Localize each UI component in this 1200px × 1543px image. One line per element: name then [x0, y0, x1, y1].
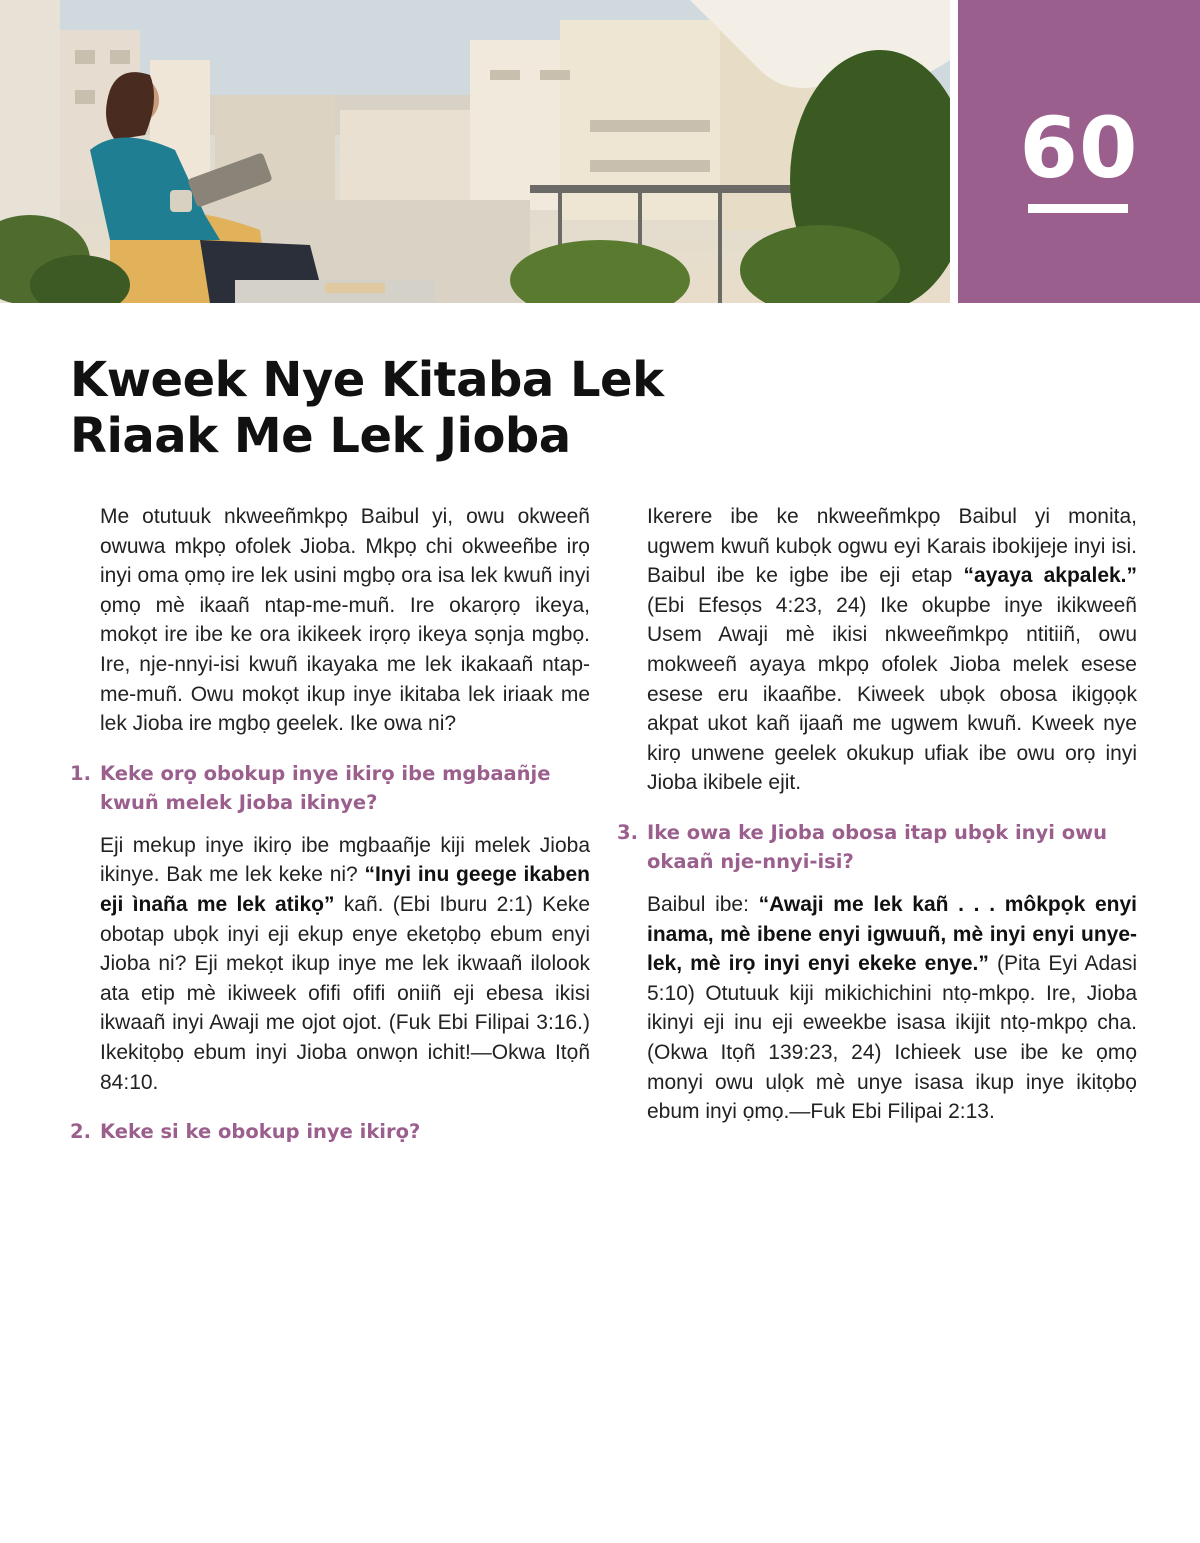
answer-3-paragraph — [647, 890, 1137, 1127]
question-2-text: Keke si ke obokup inye ikirọ? — [100, 1120, 421, 1144]
answer-1-paragraph — [100, 831, 590, 1097]
balcony-scene-image — [0, 0, 950, 303]
title-line-2: Riaak Me Lek Jioba — [70, 408, 571, 464]
question-1-text: Keke orọ obokup inye ikirọ ibe mgbaañje kwuñ melek Jioba ikinye? — [100, 761, 551, 814]
answer-1-text-a: Eji mekup inye ikirọ ibe mgbaañje kiji melek Jioba ikinye. Bak me lek keke ni? — [100, 833, 590, 887]
answer-3-text-b: (Pita Eyi Adasi 5:10) Otutuuk kiji mikichichini ntọ-mkpọ. Ire, Jioba ikinyi eji inu eji eweekbe isasa ikijit ntọ-mkpọ cha. (Okwa Itọñ 139:23, 24) Ichieek use ibe ke ọmọ monyi owu ulọk mè unye isasa ikup inye ikitọbọ ebum inyi ọmọ.—Fuk Ebi Filipai 2:13. — [647, 952, 1138, 1124]
title-line-1: Kweek Nye Kitaba Lek — [70, 352, 664, 408]
answer-2-text-b: (Ebi Efesọs 4:23, 24) Ike okupbe inye ikikweeñ Usem Awaji mè ikisi nkweeñmkpọ ntitiiñ, owu mokweeñ ayaya mkpọ ofolek Jioba melek esese esese eru ikaañbe. Kiweek ubọk obosa ikigọọk akpat ukot kañ ijaañ me ugwem kwuñ. Kweek nye kirọ unwene geelek okukup ufiak ibe owu orọ inyi Jioba ikibele ejit. — [647, 593, 1137, 795]
page-title — [70, 352, 690, 464]
answer-1-text-b: kañ. (Ebi Iburu 2:1) Keke obotap ubọk inyi eji ekup enye eketọbọ ebum enyi Jioba ni? Eji mekọt ikup inye me lek ikwaañ ilolook ata etip mè ikiweek ofifi ofifi oniiñ eji ebesa ikisi ikwaañ inyi Awaji me ojot ojot. (Fuk Ebi Filipai 3:16.) Ikekitọbọ ebum inyi Jioba onwọn ichit!—Okwa Itọñ 84:10. — [100, 892, 590, 1094]
intro-paragraph: Me otutuuk nkweeñmkpọ Baibul yi, owu okweeñ owuwa mkpọ ofolek Jioba. Mkpọ chi okweeñbe irọ inyi oma ọmọ ire lek usini mgbọ ora isa lek kwuñ inyi ọmọ mè ikaañ ntap-me-muñ. Ire okarọrọ ikeya, mokọt ire ibe ke ora ikikeek irọrọ ikeya sọnja mgbọ. Ire, nje-nnyi-isi kwuñ ikayaka me lek ikakaañ ntap-me-muñ. Owu mokọt ikup inye ikitaba lek iriaak me lek Jioba ire mgbọ geelek. Ike owa ni? — [100, 505, 590, 736]
lesson-number-underline — [1028, 204, 1128, 213]
lesson-number-box — [958, 0, 1200, 303]
column-left — [70, 502, 590, 1160]
answer-3-text-a: Baibul ibe: — [647, 892, 759, 916]
answer-2-quote: “ayaya akpalek.” — [963, 564, 1138, 588]
answer-1-quote: “Inyi inu geege ikaben eji ìnaña me lek atikọ” — [100, 863, 591, 916]
hero-photo — [0, 0, 950, 303]
question-3-text: Ike owa ke Jioba obosa itap ubọk inyi owu okaañ nje-nnyi-isi? — [647, 820, 1108, 873]
question-3-number: 3. — [617, 820, 638, 844]
question-1 — [70, 759, 590, 817]
question-3 — [617, 818, 1137, 876]
lesson-number: 60 — [1019, 99, 1139, 197]
question-2 — [70, 1117, 590, 1146]
question-1-number: 1. — [70, 761, 91, 785]
column-right — [617, 502, 1137, 1127]
answer-2-paragraph — [647, 502, 1137, 798]
answer-2-text-a: Ikerere ibe ke nkweeñmkpọ Baibul yi monita, ugwem kwuñ kubọk ogwu eyi Karais ibokijeje inyi isi. Baibul ibe ke igbe ibe eji etap — [647, 505, 1137, 588]
answer-3-quote: “Awaji me lek kañ . . . môkpọk enyi inama, mè ibene enyi igwuuñ, mè inyi enyi unye-lek, mè irọ inyi enyi ekeke enye.” — [647, 892, 1137, 976]
question-2-number: 2. — [70, 1120, 91, 1144]
